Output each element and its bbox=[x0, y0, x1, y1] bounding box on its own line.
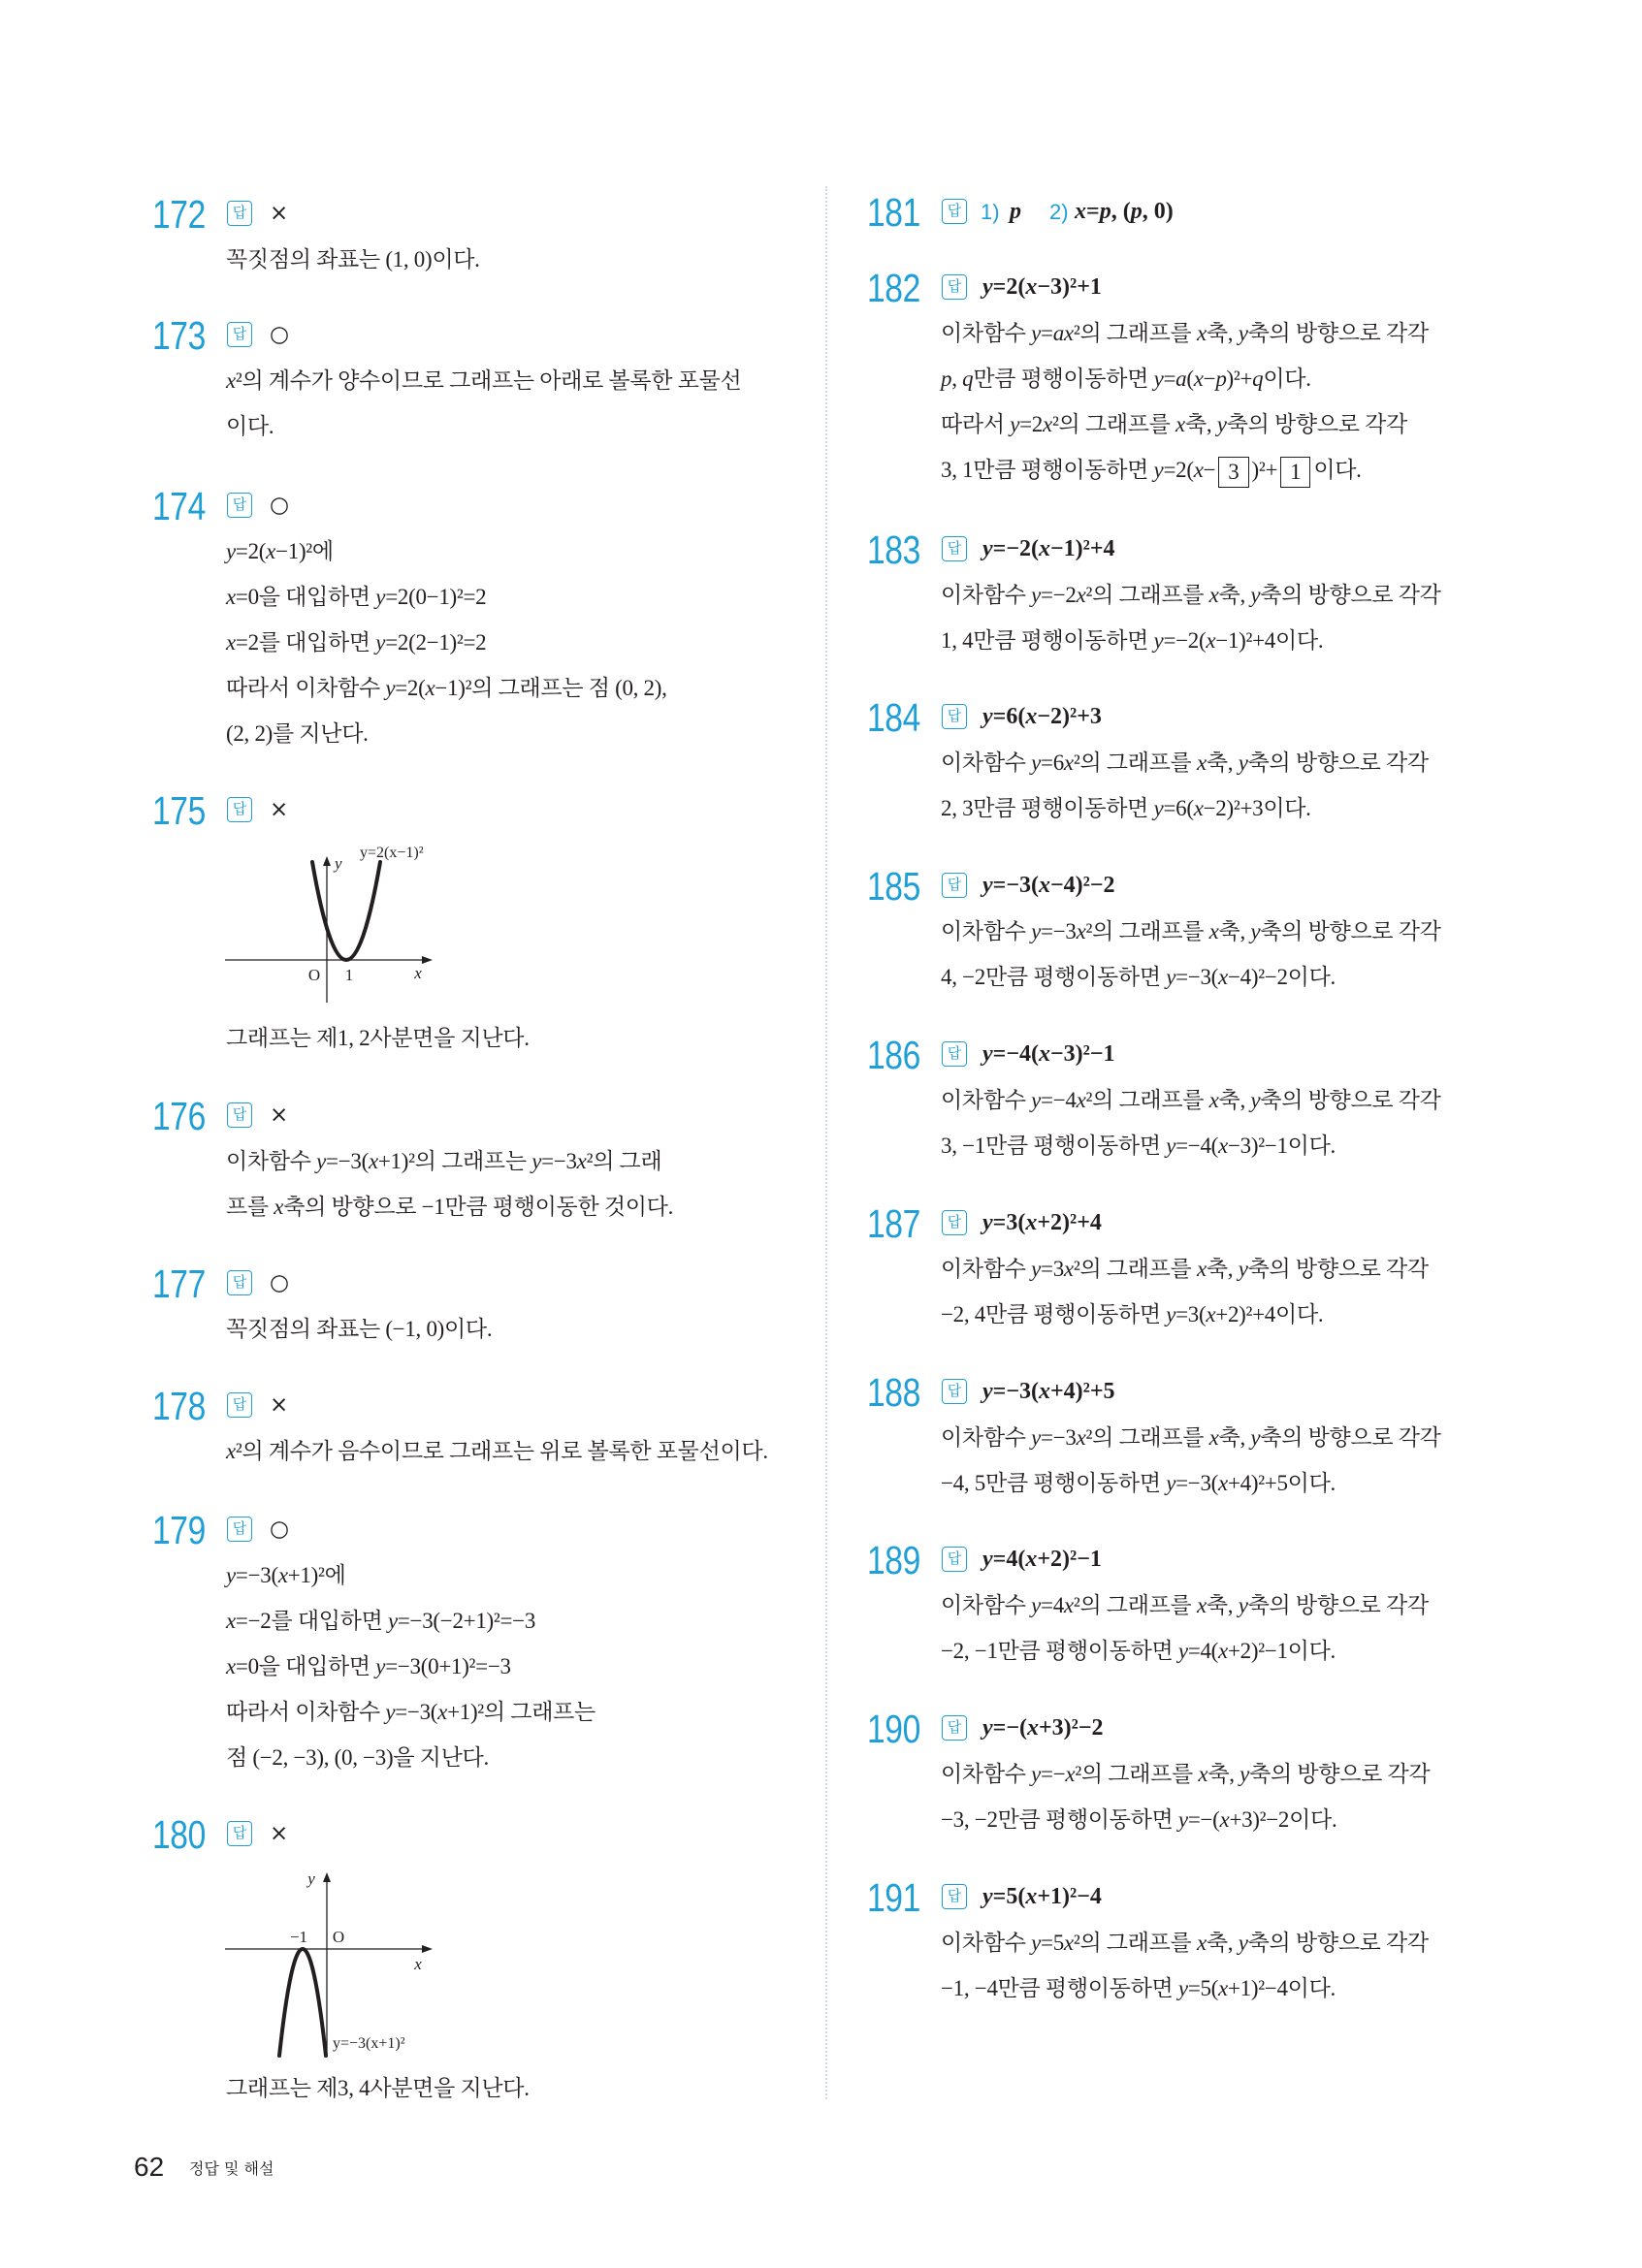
problem-number: 186 bbox=[867, 1033, 920, 1077]
explanation-line: 이차함수 y=−x²의 그래프를 x축, y축의 방향으로 각각 bbox=[941, 1762, 1431, 1786]
y-axis-label: y bbox=[335, 854, 342, 873]
explanation-line: 이차함수 y=−2x²의 그래프를 x축, y축의 방향으로 각각 bbox=[941, 583, 1441, 607]
problem-number: 179 bbox=[152, 1508, 206, 1552]
answer-entry-182 bbox=[867, 265, 1604, 493]
problem-number: 190 bbox=[867, 1707, 920, 1751]
answer-entry-181 bbox=[867, 189, 1604, 235]
answer-badge: 답 bbox=[942, 704, 967, 729]
explanation-line: 이차함수 y=4x²의 그래프를 x축, y축의 방향으로 각각 bbox=[941, 1593, 1429, 1617]
problem-number: 187 bbox=[867, 1201, 920, 1246]
problem-number: 180 bbox=[152, 1812, 206, 1857]
line-text: 3, 1만큼 평행이동하면 y=2(x− bbox=[941, 458, 1216, 482]
problem-number: 181 bbox=[867, 190, 920, 235]
explanation-line: −2, −1만큼 평행이동하면 y=4(x+2)²−1이다. bbox=[941, 1639, 1336, 1663]
answer-entry-179 bbox=[152, 1507, 812, 1780]
answer-value: y=−4(x−3)²−1 bbox=[982, 1041, 1115, 1067]
answer-value: y=3(x+2)²+4 bbox=[982, 1210, 1102, 1235]
explanation-line: 이차함수 y=−3x²의 그래프를 x축, y축의 방향으로 각각 bbox=[941, 919, 1441, 943]
page-number: 62 bbox=[134, 2152, 165, 2182]
x-axis-arrow bbox=[422, 1945, 433, 1953]
y-axis-label: y bbox=[307, 1869, 315, 1888]
answer-mark: × bbox=[270, 1392, 289, 1418]
tick-label: 1 bbox=[344, 966, 354, 984]
answer-entry-176 bbox=[152, 1093, 812, 1230]
explanation-line: 따라서 이차함수 y=−3(x+1)²의 그래프는 bbox=[226, 1700, 596, 1724]
answer-mark: ○ bbox=[270, 1517, 290, 1542]
explanation-line: 이차함수 y=−3(x+1)²의 그래프는 y=−3x²의 그래 bbox=[226, 1149, 662, 1173]
explanation-line: 따라서 y=2x²의 그래프를 x축, y축의 방향으로 각각 bbox=[941, 412, 1407, 436]
entry-header bbox=[152, 312, 812, 358]
problem-number: 173 bbox=[152, 313, 206, 358]
explanation-line: 2, 3만큼 평행이동하면 y=6(x−2)²+3이다. bbox=[941, 796, 1311, 820]
origin-label: O bbox=[332, 1928, 345, 1946]
parabola-curve bbox=[279, 1949, 326, 2056]
entry-header bbox=[867, 694, 1604, 740]
entry-header bbox=[152, 191, 812, 237]
entry-header bbox=[867, 863, 1604, 909]
boxed-value: 3 bbox=[1218, 457, 1248, 488]
explanation-line: y=2(x−1)²에 bbox=[226, 539, 334, 563]
answer-entry-184 bbox=[867, 694, 1604, 831]
answer-badge: 답 bbox=[227, 201, 252, 226]
explanation-line: 이차함수 y=3x²의 그래프를 x축, y축의 방향으로 각각 bbox=[941, 1257, 1429, 1281]
explanation-line: 1, 4만큼 평행이동하면 y=−2(x−1)²+4이다. bbox=[941, 628, 1324, 653]
y-axis-arrow bbox=[323, 1872, 331, 1882]
entry-header bbox=[152, 1093, 812, 1138]
sub-answer-marker: 2) bbox=[1049, 200, 1069, 224]
problem-number: 188 bbox=[867, 1370, 920, 1415]
problem-number: 177 bbox=[152, 1262, 206, 1306]
answer-badge: 답 bbox=[227, 322, 252, 347]
sub-answer-value: x=p, (p, 0) bbox=[1075, 199, 1174, 224]
explanation-line: 이차함수 y=ax²의 그래프를 x축, y축의 방향으로 각각 bbox=[941, 321, 1429, 345]
explanation-line: −4, 5만큼 평행이동하면 y=−3(x+4)²+5이다. bbox=[941, 1471, 1336, 1495]
answer-badge: 답 bbox=[227, 1392, 252, 1418]
entry-header bbox=[152, 787, 812, 833]
boxed-value: 1 bbox=[1280, 457, 1310, 488]
answer-mark: ○ bbox=[270, 493, 290, 518]
answer-badge: 답 bbox=[942, 1715, 967, 1741]
explanation-line: (2, 2)를 지난다. bbox=[226, 721, 369, 746]
curve-label: y=−3(x+1)² bbox=[333, 2035, 405, 2052]
x-axis-label: x bbox=[414, 1955, 422, 1973]
y-axis-arrow bbox=[323, 856, 331, 866]
answer-value: y=−3(x−4)²−2 bbox=[982, 873, 1115, 898]
answer-entry-180 bbox=[152, 1811, 812, 2111]
explanation-line: −2, 4만큼 평행이동하면 y=3(x+2)²+4이다. bbox=[941, 1302, 1324, 1326]
problem-number: 183 bbox=[867, 527, 920, 572]
answer-mark: × bbox=[270, 797, 289, 822]
graph-figure bbox=[213, 833, 504, 1015]
answer-badge: 답 bbox=[942, 536, 967, 561]
explanation-line: −1, −4만큼 평행이동하면 y=5(x+1)²−4이다. bbox=[941, 1976, 1336, 2000]
answer-entry-172 bbox=[152, 191, 812, 282]
problem-number: 185 bbox=[867, 864, 920, 909]
parabola-curve bbox=[312, 862, 380, 960]
answer-badge: 답 bbox=[227, 797, 252, 822]
answer-badge: 답 bbox=[942, 274, 967, 300]
answer-value: y=6(x−2)²+3 bbox=[982, 704, 1102, 729]
explanation-line: x²의 계수가 양수이므로 그래프는 아래로 볼록한 포물선 bbox=[226, 368, 742, 393]
answer-mark: ○ bbox=[270, 1270, 290, 1295]
explanation-line: 이차함수 y=−4x²의 그래프를 x축, y축의 방향으로 각각 bbox=[941, 1088, 1441, 1112]
answer-entry-178 bbox=[152, 1383, 812, 1474]
explanation-line-boxed bbox=[867, 447, 1604, 493]
answer-value: y=−(x+3)²−2 bbox=[982, 1715, 1104, 1741]
answer-value: y=−2(x−1)²+4 bbox=[982, 536, 1115, 561]
answer-mark: × bbox=[270, 1821, 289, 1846]
explanation-line: p, q만큼 평행이동하면 y=a(x−p)²+q이다. bbox=[941, 367, 1311, 391]
problem-number: 182 bbox=[867, 266, 920, 310]
entry-header bbox=[867, 1369, 1604, 1415]
answer-entry-175 bbox=[152, 787, 812, 1061]
answer-badge: 답 bbox=[942, 1210, 967, 1235]
explanation-line: 이차함수 y=−3x²의 그래프를 x축, y축의 방향으로 각각 bbox=[941, 1425, 1441, 1450]
answer-entry-173 bbox=[152, 312, 812, 449]
x-axis-arrow bbox=[422, 956, 433, 964]
entry-header bbox=[867, 189, 1604, 235]
sub-answer-value: p bbox=[1010, 199, 1021, 224]
explanation-line: x=−2를 대입하면 y=−3(−2+1)²=−3 bbox=[226, 1609, 536, 1633]
entry-header bbox=[152, 1261, 812, 1306]
answer-badge: 답 bbox=[227, 1821, 252, 1846]
explanation-line: x=0을 대입하면 y=2(0−1)²=2 bbox=[226, 585, 487, 609]
answer-badge: 답 bbox=[227, 1270, 252, 1295]
entry-header bbox=[152, 483, 812, 528]
entry-header bbox=[867, 1874, 1604, 1920]
explanation-line: x=2를 대입하면 y=2(2−1)²=2 bbox=[226, 630, 487, 655]
section-title: 정답 및 해설 bbox=[189, 2159, 274, 2178]
answer-entry-183 bbox=[867, 527, 1604, 663]
explanation-line: x=0을 대입하면 y=−3(0+1)²=−3 bbox=[226, 1654, 511, 1678]
answer-entry-191 bbox=[867, 1874, 1604, 2011]
curve-label: y=2(x−1)² bbox=[360, 845, 424, 861]
explanation-line: 꼭짓점의 좌표는 (−1, 0)이다. bbox=[226, 1317, 493, 1341]
explanation-line: 프를 x축의 방향으로 −1만큼 평행이동한 것이다. bbox=[226, 1195, 674, 1219]
explanation-line: 4, −2만큼 평행이동하면 y=−3(x−4)²−2이다. bbox=[941, 965, 1336, 989]
problem-number: 172 bbox=[152, 192, 206, 237]
answer-entry-186 bbox=[867, 1032, 1604, 1168]
column-divider bbox=[825, 186, 827, 2099]
explanation-line: 이다. bbox=[226, 414, 274, 438]
explanation-line: 3, −1만큼 평행이동하면 y=−4(x−3)²−1이다. bbox=[941, 1134, 1336, 1158]
answer-entry-188 bbox=[867, 1369, 1604, 1506]
answer-badge: 답 bbox=[227, 1102, 252, 1128]
problem-number: 189 bbox=[867, 1538, 920, 1582]
entry-header bbox=[867, 1200, 1604, 1246]
answer-badge: 답 bbox=[227, 493, 252, 518]
answer-entry-189 bbox=[867, 1537, 1604, 1674]
answer-value: y=2(x−3)²+1 bbox=[982, 274, 1102, 300]
entry-header bbox=[867, 1706, 1604, 1751]
problem-number: 178 bbox=[152, 1384, 206, 1428]
problem-number: 176 bbox=[152, 1094, 206, 1138]
entry-header bbox=[867, 265, 1604, 310]
entry-header bbox=[152, 1811, 812, 1857]
answer-mark: × bbox=[270, 1102, 289, 1128]
answer-badge: 답 bbox=[942, 199, 967, 224]
problem-number: 184 bbox=[867, 695, 920, 740]
answer-entry-190 bbox=[867, 1706, 1604, 1842]
explanation-line: 꼭짓점의 좌표는 (1, 0)이다. bbox=[226, 247, 480, 272]
graph-figure bbox=[213, 1857, 504, 2065]
entry-header bbox=[867, 1032, 1604, 1077]
answer-mark: ○ bbox=[270, 322, 290, 347]
answer-value: y=4(x+2)²−1 bbox=[982, 1547, 1102, 1572]
explanation-line: 점 (−2, −3), (0, −3)을 지난다. bbox=[226, 1745, 489, 1770]
problem-number: 174 bbox=[152, 484, 206, 528]
tick-label: −1 bbox=[289, 1928, 308, 1946]
entry-header bbox=[152, 1507, 812, 1552]
answer-entry-185 bbox=[867, 863, 1604, 1000]
entry-header bbox=[867, 527, 1604, 572]
answer-entry-174 bbox=[152, 483, 812, 756]
answer-badge: 답 bbox=[227, 1517, 252, 1542]
entry-header bbox=[867, 1537, 1604, 1582]
answer-badge: 답 bbox=[942, 1547, 967, 1572]
answer-value: y=5(x+1)²−4 bbox=[982, 1884, 1102, 1909]
answer-entry-187 bbox=[867, 1200, 1604, 1337]
x-axis-label: x bbox=[414, 964, 422, 982]
origin-label: O bbox=[307, 966, 321, 984]
line-text: 이다. bbox=[1313, 458, 1362, 482]
answer-badge: 답 bbox=[942, 1884, 967, 1909]
explanation-line: 이차함수 y=5x²의 그래프를 x축, y축의 방향으로 각각 bbox=[941, 1931, 1429, 1955]
sub-answer-marker: 1) bbox=[981, 200, 1000, 224]
answer-entry-177 bbox=[152, 1261, 812, 1352]
graph-caption: 그래프는 제1, 2사분면을 지난다. bbox=[226, 1026, 530, 1050]
entry-header bbox=[152, 1383, 812, 1428]
explanation-line: −3, −2만큼 평행이동하면 y=−(x+3)²−2이다. bbox=[941, 1807, 1337, 1832]
explanation-line: x²의 계수가 음수이므로 그래프는 위로 볼록한 포물선이다. bbox=[226, 1439, 768, 1463]
answer-badge: 답 bbox=[942, 1379, 967, 1404]
explanation-line: y=−3(x+1)²에 bbox=[226, 1563, 346, 1587]
answer-value: y=−3(x+4)²+5 bbox=[982, 1379, 1115, 1404]
problem-number: 191 bbox=[867, 1875, 920, 1920]
answer-badge: 답 bbox=[942, 873, 967, 898]
explanation-line: 이차함수 y=6x²의 그래프를 x축, y축의 방향으로 각각 bbox=[941, 751, 1429, 775]
problem-number: 175 bbox=[152, 788, 206, 833]
answer-mark: × bbox=[270, 201, 289, 226]
line-text: )²+ bbox=[1251, 458, 1278, 482]
graph-caption: 그래프는 제3, 4사분면을 지난다. bbox=[226, 2076, 530, 2100]
answer-badge: 답 bbox=[942, 1041, 967, 1067]
explanation-line: 따라서 이차함수 y=2(x−1)²의 그래프는 점 (0, 2), bbox=[226, 676, 667, 700]
